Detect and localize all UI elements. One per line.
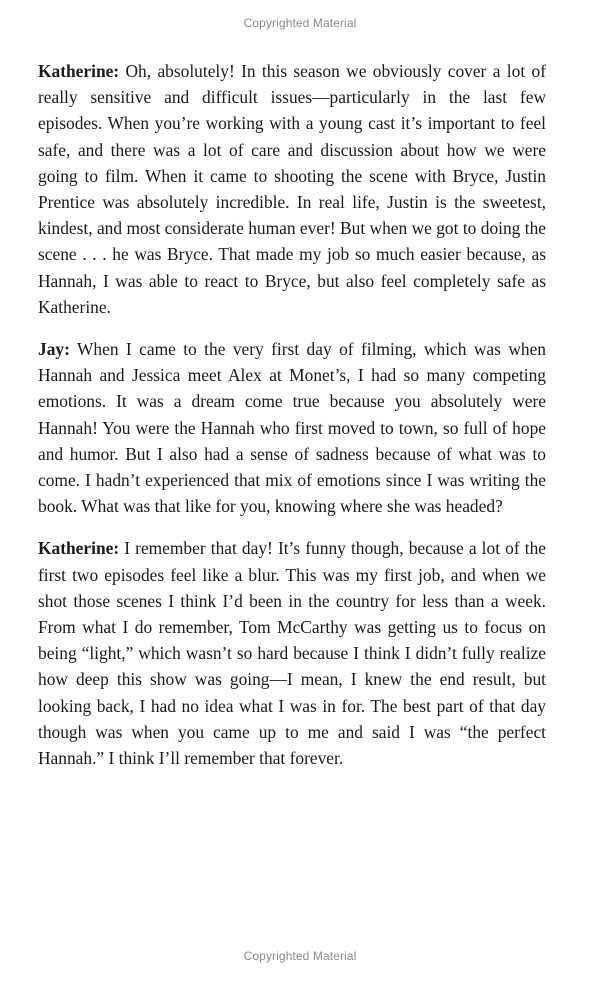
- speaker-name: Katherine:: [38, 538, 120, 559]
- copyright-watermark-top: Copyrighted Material: [243, 16, 357, 30]
- dialogue-paragraph-3: [38, 535, 546, 771]
- page-body: [38, 58, 546, 787]
- speaker-name: Jay:: [38, 339, 70, 360]
- dialogue-text: When I came to the very first day of filming, which was when Hannah and Jessica meet Alex at Monet’s, I had so many competing emotions. It was a dream come true because you absolutely were Hannah! You were the Hannah who first moved to town, so full of hope and humor. But I also had a sense of sadness because of what was to come. I hadn’t experienced that mix of emotions since I was writing the book. What was that like for you, knowing where she was headed?: [38, 339, 546, 517]
- dialogue-paragraph-2: [38, 336, 546, 519]
- dialogue-paragraph-1: [38, 58, 546, 320]
- speaker-name: Katherine:: [38, 61, 120, 81]
- copyright-watermark-bottom: Copyrighted Material: [243, 949, 357, 963]
- dialogue-text: I remember that day! It’s funny though, because a lot of the first two episodes feel like a blur. This was my first job, and when we shot those scenes I think I’d been in the country for less than a week. From what I do remember, Tom McCarthy was getting us to focus on being “light,” which wasn’t so hard because I think I didn’t fully realize how deep this show was going—I mean, I knew the end result, but looking back, I had no idea what I was in for. The best part of that day though was when you came up to me and said I was “the perfect Hannah.” I think I’ll remember that forever.: [38, 538, 546, 769]
- dialogue-text: Oh, absolutely! In this season we obviously cover a lot of really sensitive and difficult issues—particularly in the last few episodes. When you’re working with a young cast it’s important to feel safe, and there was a lot of care and discussion about how we were going to film. When it came to shooting the scene with Bryce, Justin Prentice was absolutely incredible. In real life, Justin is the sweetest, kindest, and most considerate human ever! But when we got to doing the scene . . . he was Bryce. That made my job so much easier because, as Hannah, I was able to react to Bryce, but also feel completely safe as Katherine.: [38, 61, 546, 317]
